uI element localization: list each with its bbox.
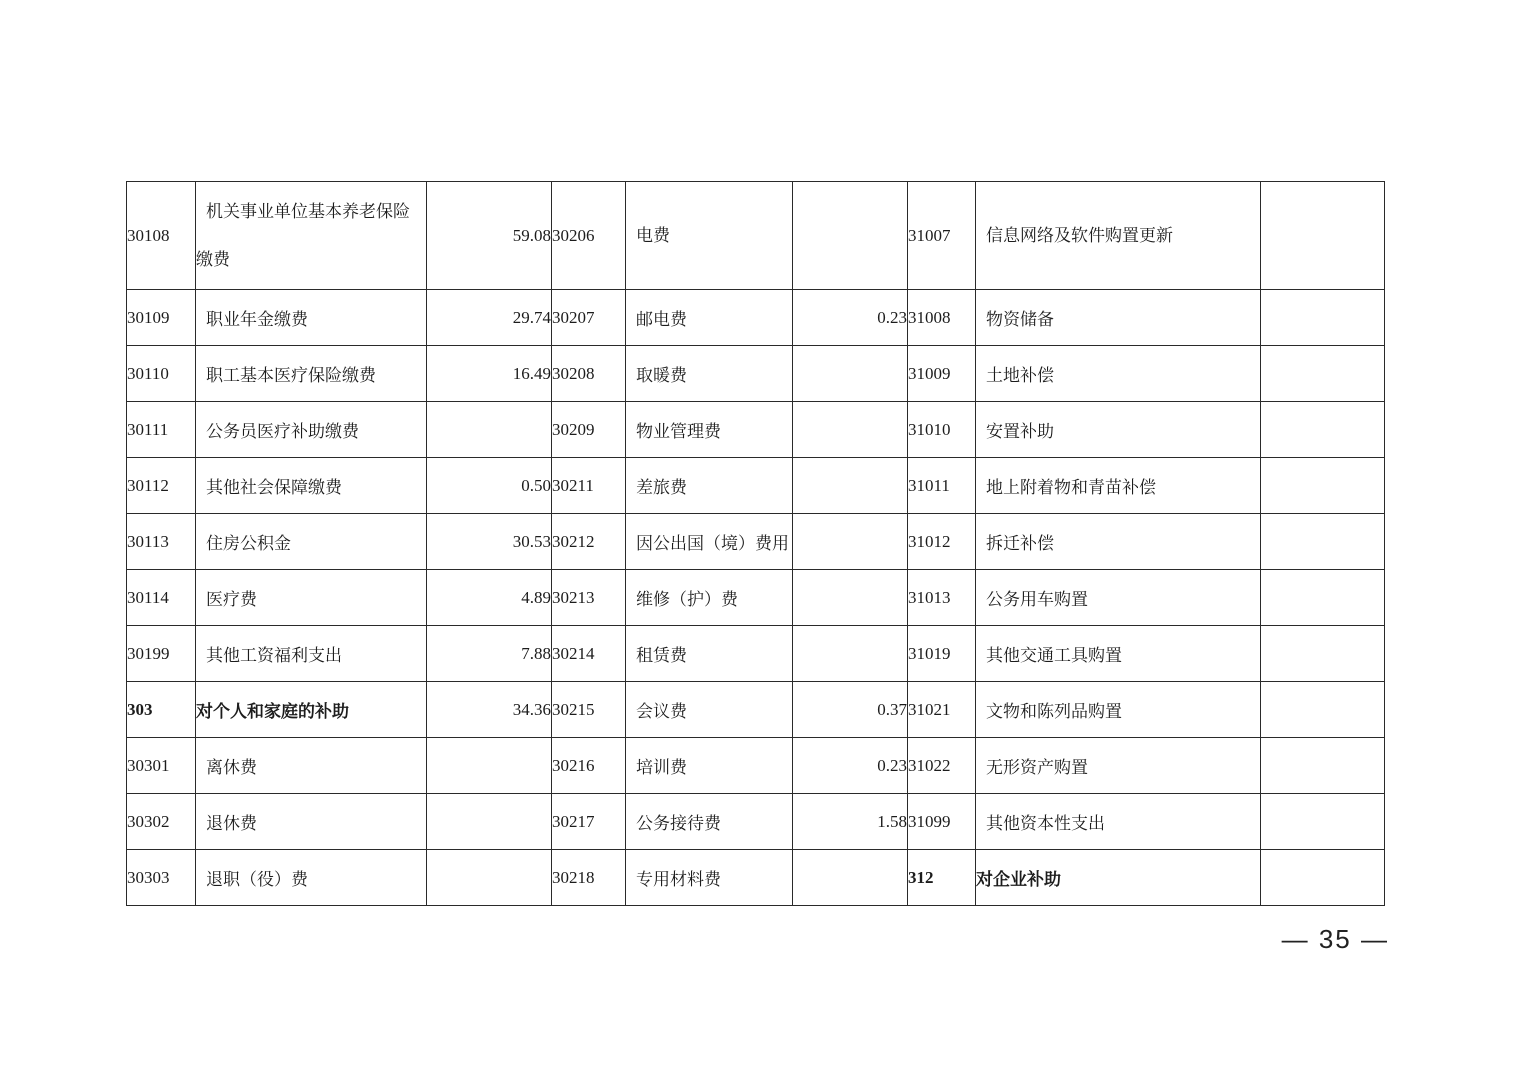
item-code: 31013 xyxy=(908,570,976,626)
item-value: 0.50 xyxy=(427,458,552,514)
budget-table-body xyxy=(127,182,1385,906)
item-value xyxy=(1261,794,1385,850)
item-value: 0.23 xyxy=(793,290,908,346)
item-name: 对企业补助 xyxy=(976,850,1261,906)
item-value xyxy=(1261,182,1385,290)
item-code: 30303 xyxy=(127,850,196,906)
item-name: 职业年金缴费 xyxy=(196,290,427,346)
table-row xyxy=(127,850,1385,906)
table-row xyxy=(127,682,1385,738)
item-name: 地上附着物和青苗补偿 xyxy=(976,458,1261,514)
item-name: 租赁费 xyxy=(626,626,793,682)
item-value xyxy=(1261,570,1385,626)
item-value xyxy=(1261,682,1385,738)
item-name: 公务用车购置 xyxy=(976,570,1261,626)
item-code: 31010 xyxy=(908,402,976,458)
item-name: 信息网络及软件购置更新 xyxy=(976,182,1261,290)
page-number: — 35 — xyxy=(1281,924,1389,954)
item-code: 30213 xyxy=(552,570,626,626)
item-value: 29.74 xyxy=(427,290,552,346)
item-name: 差旅费 xyxy=(626,458,793,514)
item-value: 34.36 xyxy=(427,682,552,738)
item-code: 30113 xyxy=(127,514,196,570)
item-value xyxy=(427,738,552,794)
item-code: 31099 xyxy=(908,794,976,850)
item-value xyxy=(1261,738,1385,794)
item-value xyxy=(1261,458,1385,514)
item-name: 取暖费 xyxy=(626,346,793,402)
item-code: 30211 xyxy=(552,458,626,514)
item-code: 30216 xyxy=(552,738,626,794)
table-row xyxy=(127,738,1385,794)
item-code: 31022 xyxy=(908,738,976,794)
item-value xyxy=(793,850,908,906)
item-name: 维修（护）费 xyxy=(626,570,793,626)
item-value: 16.49 xyxy=(427,346,552,402)
item-code: 31008 xyxy=(908,290,976,346)
item-name: 会议费 xyxy=(626,682,793,738)
item-code: 30215 xyxy=(552,682,626,738)
item-code: 30302 xyxy=(127,794,196,850)
table-row xyxy=(127,458,1385,514)
item-code: 30218 xyxy=(552,850,626,906)
table-row xyxy=(127,346,1385,402)
item-name: 专用材料费 xyxy=(626,850,793,906)
item-name: 医疗费 xyxy=(196,570,427,626)
item-name: 文物和陈列品购置 xyxy=(976,682,1261,738)
table-row xyxy=(127,402,1385,458)
table-row xyxy=(127,182,1385,290)
item-value xyxy=(793,626,908,682)
item-value xyxy=(1261,850,1385,906)
item-value xyxy=(1261,514,1385,570)
item-value: 30.53 xyxy=(427,514,552,570)
item-name: 其他社会保障缴费 xyxy=(196,458,427,514)
item-value: 0.23 xyxy=(793,738,908,794)
item-value xyxy=(427,850,552,906)
item-value xyxy=(793,458,908,514)
item-name: 电费 xyxy=(626,182,793,290)
item-code: 30110 xyxy=(127,346,196,402)
item-code: 30209 xyxy=(552,402,626,458)
item-code: 30212 xyxy=(552,514,626,570)
item-value xyxy=(793,402,908,458)
item-code: 30112 xyxy=(127,458,196,514)
item-code: 30111 xyxy=(127,402,196,458)
item-value xyxy=(1261,626,1385,682)
item-value xyxy=(1261,346,1385,402)
item-code: 312 xyxy=(908,850,976,906)
item-code: 30109 xyxy=(127,290,196,346)
item-value: 1.58 xyxy=(793,794,908,850)
item-name: 对个人和家庭的补助 xyxy=(196,682,427,738)
item-value xyxy=(793,182,908,290)
table-row xyxy=(127,514,1385,570)
item-value xyxy=(793,570,908,626)
item-code: 30114 xyxy=(127,570,196,626)
item-name: 无形资产购置 xyxy=(976,738,1261,794)
item-name: 拆迁补偿 xyxy=(976,514,1261,570)
item-code: 303 xyxy=(127,682,196,738)
item-code: 31007 xyxy=(908,182,976,290)
item-name: 土地补偿 xyxy=(976,346,1261,402)
item-code: 30217 xyxy=(552,794,626,850)
item-name: 物业管理费 xyxy=(626,402,793,458)
item-code: 30108 xyxy=(127,182,196,290)
item-code: 30206 xyxy=(552,182,626,290)
item-code: 31019 xyxy=(908,626,976,682)
item-name: 物资储备 xyxy=(976,290,1261,346)
item-name: 因公出国（境）费用 xyxy=(626,514,793,570)
item-code: 30301 xyxy=(127,738,196,794)
item-code: 30199 xyxy=(127,626,196,682)
item-value xyxy=(1261,290,1385,346)
table-row xyxy=(127,794,1385,850)
item-name: 邮电费 xyxy=(626,290,793,346)
item-name: 住房公积金 xyxy=(196,514,427,570)
item-code: 31021 xyxy=(908,682,976,738)
item-name: 培训费 xyxy=(626,738,793,794)
item-value xyxy=(793,346,908,402)
item-value xyxy=(427,402,552,458)
item-name: 职工基本医疗保险缴费 xyxy=(196,346,427,402)
item-code: 30207 xyxy=(552,290,626,346)
item-value: 7.88 xyxy=(427,626,552,682)
item-value xyxy=(427,794,552,850)
item-name: 其他工资福利支出 xyxy=(196,626,427,682)
item-name: 其他资本性支出 xyxy=(976,794,1261,850)
item-name: 安置补助 xyxy=(976,402,1261,458)
item-value: 4.89 xyxy=(427,570,552,626)
item-value xyxy=(793,514,908,570)
item-code: 31009 xyxy=(908,346,976,402)
item-name: 公务接待费 xyxy=(626,794,793,850)
item-code: 31012 xyxy=(908,514,976,570)
item-name: 退职（役）费 xyxy=(196,850,427,906)
item-name: 公务员医疗补助缴费 xyxy=(196,402,427,458)
table-row xyxy=(127,290,1385,346)
item-name: 离休费 xyxy=(196,738,427,794)
item-name: 机关事业单位基本养老保险缴费 xyxy=(196,182,427,290)
item-value: 0.37 xyxy=(793,682,908,738)
item-name: 退休费 xyxy=(196,794,427,850)
table-row xyxy=(127,626,1385,682)
item-value xyxy=(1261,402,1385,458)
item-value: 59.08 xyxy=(427,182,552,290)
item-name: 其他交通工具购置 xyxy=(976,626,1261,682)
item-code: 30214 xyxy=(552,626,626,682)
budget-table xyxy=(126,181,1385,906)
item-code: 31011 xyxy=(908,458,976,514)
item-code: 30208 xyxy=(552,346,626,402)
table-row xyxy=(127,570,1385,626)
